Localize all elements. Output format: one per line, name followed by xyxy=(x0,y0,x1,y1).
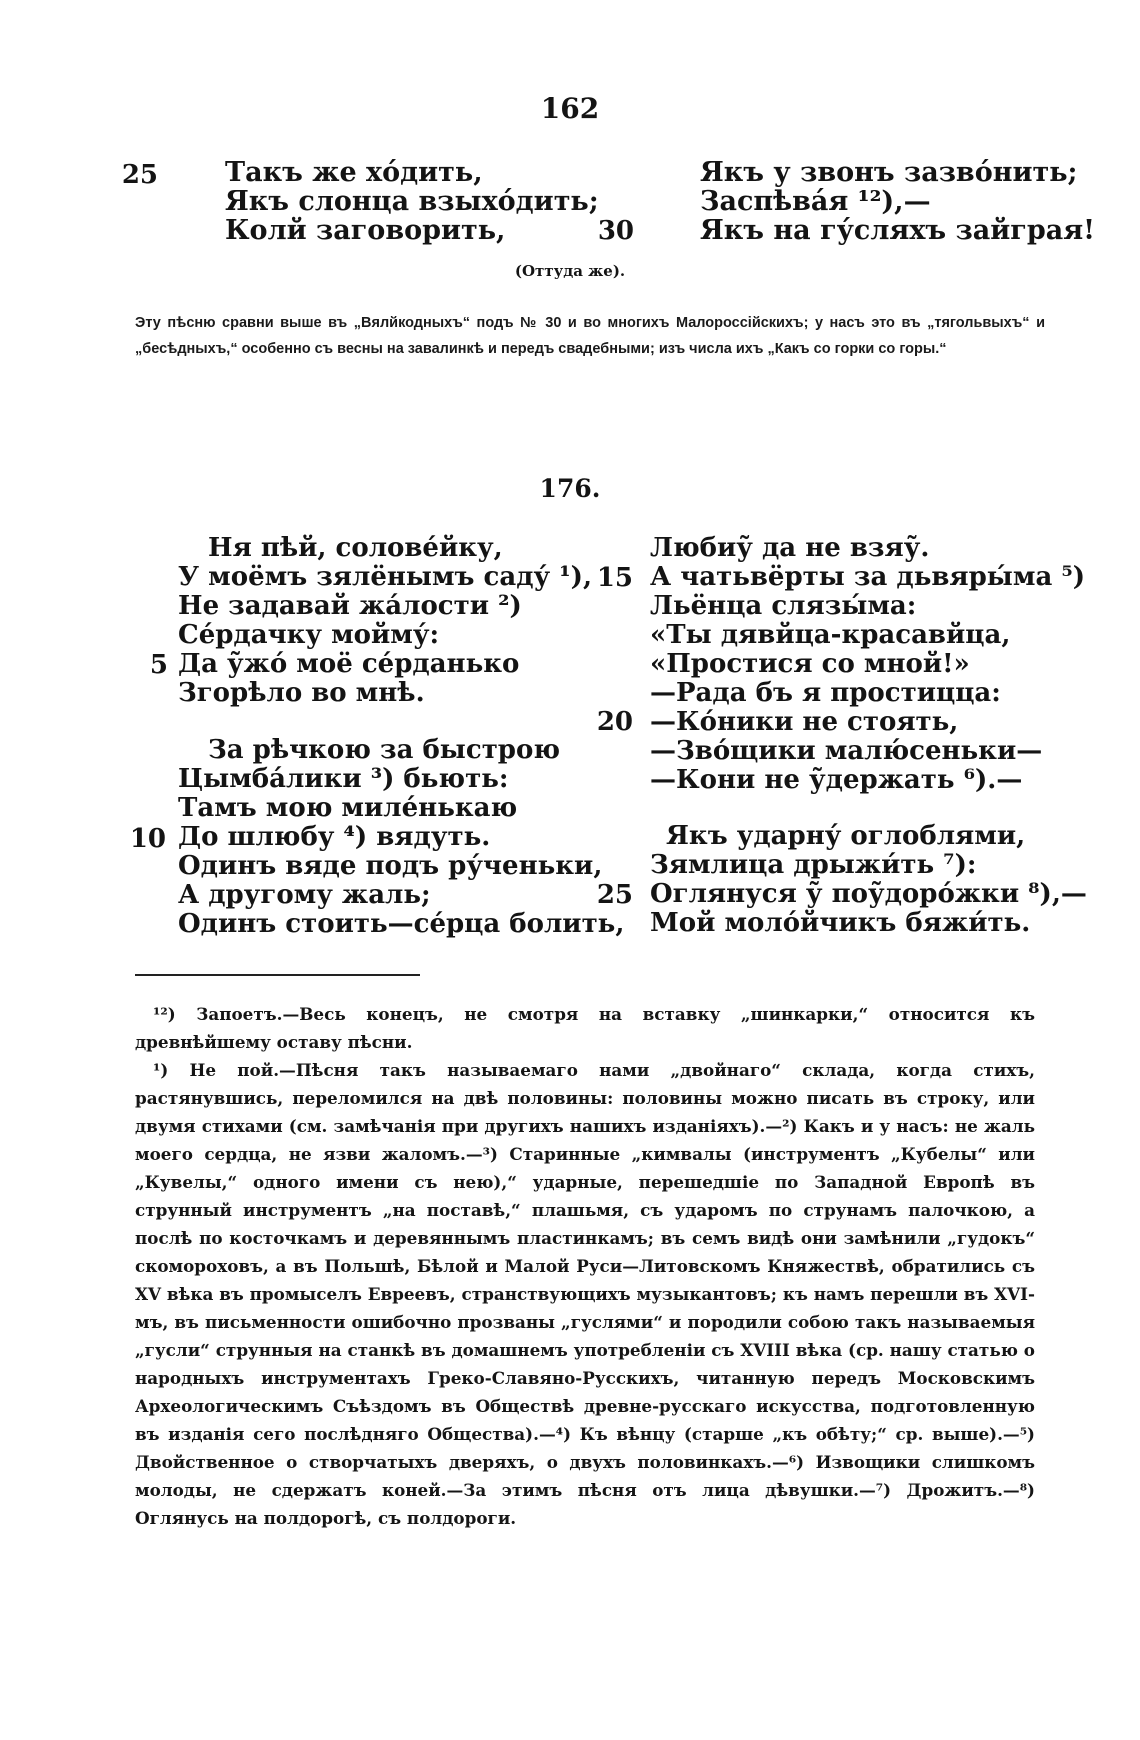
verse-line: Да у̃жо́ моё се́рданько xyxy=(178,649,520,679)
verse-line: Такъ же хо́дить, xyxy=(225,157,483,188)
verse-line: Ня пѣй, солове́йку, xyxy=(208,533,503,563)
verse-line: Якъ ударну́ оглоблями, xyxy=(666,821,1026,851)
verse-line: До шлюбу ⁴) вядуть. xyxy=(178,822,491,852)
verse-line: Одинъ стоить—се́рца болить, xyxy=(178,909,625,939)
verse-line: «Простися со мной!» xyxy=(650,649,970,679)
song-number: 176. xyxy=(539,474,601,503)
verse-line: Цымба́лики ³) бьють: xyxy=(178,764,509,794)
song-left-stanza-2 xyxy=(178,736,624,939)
footnote-separator xyxy=(135,974,420,976)
verse-line: Заспѣва́я ¹²),— xyxy=(700,186,931,217)
verse-line: —Рада бъ я простицца: xyxy=(650,678,1001,708)
footnote-12: ¹²) Запоетъ.—Весь конецъ, не смотря на вставку „шинкарки,“ относится къ древнѣйшему оставу пѣсни. xyxy=(135,1004,1035,1052)
verse-line: Одинъ вяде подъ ру́ченьки, xyxy=(178,851,603,881)
verse-line: А другому жаль; xyxy=(178,880,431,910)
verse-line: Тамъ мою миле́нькаю xyxy=(178,793,518,823)
verse-line: Якъ на гу́сляхъ зайграя! xyxy=(700,215,1096,246)
verse-line: —Кони не у̃держать ⁶).— xyxy=(650,765,1023,795)
page-number: 162 xyxy=(540,92,600,125)
line-number-15: 15 xyxy=(596,563,633,593)
verse-line: Зямлица дрыжи́ть ⁷): xyxy=(650,850,977,880)
verse-line: «Ты дявйца-красавйца, xyxy=(650,620,1011,650)
verse-line: Се́рдачку мойму́: xyxy=(178,620,440,650)
line-number-20: 20 xyxy=(596,707,633,737)
verse-line: Не задавай жа́лости ²) xyxy=(178,591,522,621)
comparison-note: Эту пѣсню сравни выше въ „Вялйкодныхъ“ подъ № 30 и во многихъ Малороссійскихъ; у насъ это въ „тягольвыхъ“ и „бесѣдныхъ,“ особенно съ весны на завалинкѣ и передъ свадебными; изъ числа ихъ „Какъ со горки со горы.“ xyxy=(135,315,1045,357)
verse-line: Мой моло́йчикъ бяжи́ть. xyxy=(650,908,1031,938)
verse-line: За рѣчкою за быстрою xyxy=(208,735,560,765)
verse-line: Якъ слонца взыхо́дить; xyxy=(225,186,599,217)
verse-line: —Ко́ники не стоять, xyxy=(650,707,959,737)
line-number-5: 5 xyxy=(149,650,168,680)
verse-line: Колй заговорить, xyxy=(225,215,506,246)
verse-line: Льёнца слязы́ма: xyxy=(650,591,917,621)
verse-line: Згорѣло во мнѣ. xyxy=(178,678,425,708)
line-number-25-top: 25 xyxy=(121,160,158,190)
verse-line: Любиу̃ да не взяу̃. xyxy=(650,533,930,563)
footnotes xyxy=(135,1000,1035,1532)
top-poem-left-column xyxy=(225,158,599,245)
line-number-10: 10 xyxy=(129,824,166,854)
verse-line: Оглянуся у̃ поу̃доро́жки ⁸),— xyxy=(650,879,1087,909)
verse-line: —Зво́щики малю́сеньки— xyxy=(650,736,1043,766)
source-note: (Оттуда же). xyxy=(514,262,626,280)
song-right-stanza-1 xyxy=(650,534,1085,795)
song-right-stanza-2 xyxy=(650,822,1087,938)
footnotes-176: ¹) Не пой.—Пѣсня такъ называемаго нами „двойнаго“ склада, когда стихъ, растянувшись, переломился на двѣ половины: половины можно писать въ строку, или двумя стихами (см. замѣчанія при другихъ нашихъ изданіяхъ).—²) Какъ и у насъ: не жаль моего сердца, не язви жаломъ.—³) Старинные „кимвалы (инструментъ „Кубелы“ или „Кувелы,“ одного имени съ нею),“ ударные, перешедшіе по Западной Европѣ въ струнный инструментъ „на поставѣ,“ плашьмя, съ ударомъ по струнамъ палочкою, а послѣ по косточкамъ и деревяннымъ пластинкамъ; въ семъ видѣ они замѣнили „гудокъ“ скомороховъ, а въ Польшѣ, Бѣлой и Малой Руси—Литовскомъ Княжествѣ, обратились съ XV вѣка въ промыселъ Евреевъ, странствующихъ музыкантовъ; къ намъ перешли въ XVI-мъ, въ письменности ошибочно прозваны „гуслями“ и породили собою такъ называемыя „гусли“ струнныя на станкѣ въ домашнемъ употребленіи съ XVIII вѣка (ср. нашу статью о народныхъ инструментахъ Греко-Славяно-Русскихъ, читанную передъ Московскимъ Археологическимъ Съѣздомъ въ Обществѣ древне-русскаго искусства, подготовленную въ изданія сего послѣдняго Общества).—⁴) Къ вѣнцу (старше „къ обѣту;“ ср. выше).—⁵) Двойственное о створчатыхъ дверяхъ, о двухъ половинкахъ.—⁶) Извощики слишкомъ молоды, не сдержатъ коней.—За этимъ пѣсня отъ лица дѣвушки.—⁷) Дрожитъ.—⁸) Оглянусь на полдорогѣ, съ полдороги. xyxy=(135,1060,1035,1528)
verse-line: У моёмъ зялёнымъ саду́ ¹), xyxy=(178,562,592,592)
verse-line: А чатьвёрты за дьвяры́ма ⁵) xyxy=(650,562,1086,592)
verse-line: Якъ у звонъ зазво́нить; xyxy=(700,157,1078,188)
line-number-30-top: 30 xyxy=(597,216,634,246)
line-number-25: 25 xyxy=(596,880,633,910)
song-left-stanza-1 xyxy=(178,534,592,708)
top-poem-right-column xyxy=(700,158,1095,245)
